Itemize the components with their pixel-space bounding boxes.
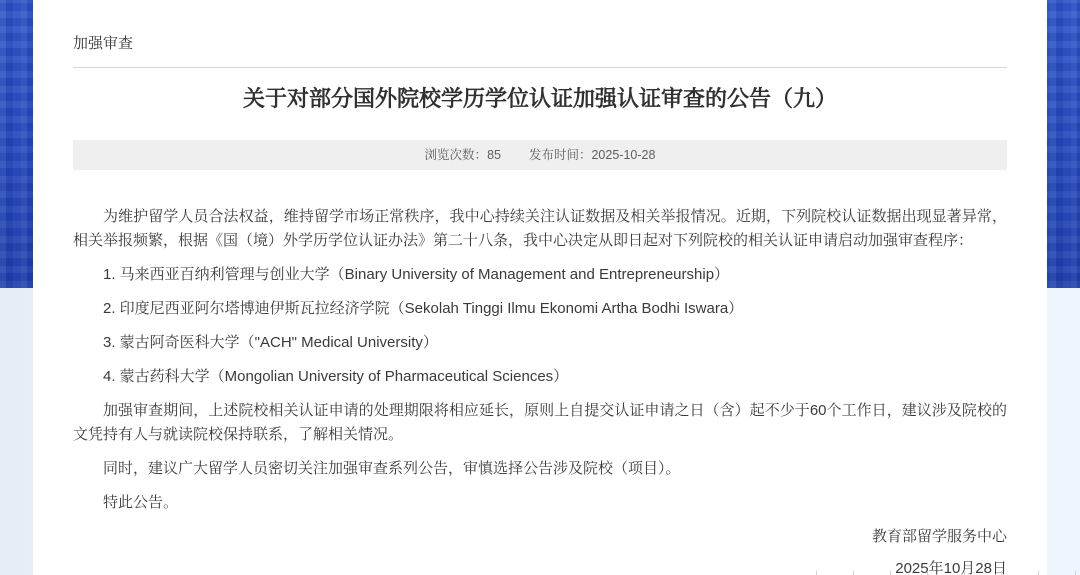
footer-tick-cell bbox=[927, 571, 964, 575]
breadcrumb-divider bbox=[73, 67, 1007, 68]
publish-group bbox=[529, 140, 655, 170]
footer-tick-cell bbox=[964, 571, 1001, 575]
footer-tick-cell bbox=[1038, 571, 1076, 575]
views-group bbox=[425, 140, 501, 170]
paragraph-closing: 特此公告。 bbox=[103, 494, 179, 511]
paragraph-intro: 为维护留学人员合法权益，维持留学市场正常秩序，我中心持续关注认证数据及相关举报情况。近期，下列院校认证数据出现显著异常，相关举报频繁，根据《国（境）外学历学位认证办法》第二十八条，我中心决定从即日起对下列院校的相关认证申请启动加强审查程序： bbox=[73, 208, 1007, 249]
footer-tick-cell bbox=[816, 571, 853, 575]
views-label: 浏览次数： bbox=[424, 148, 488, 162]
publish-date: 2025-10-28 bbox=[591, 148, 656, 162]
university-list-item-2: 2. 印度尼西亚阿尔塔博迪伊斯瓦拉经济学院（Sekolah Tinggi Ilmu Ekonomi Artha Bodhi Iswara） bbox=[103, 300, 744, 317]
signature-date: 2025年10月28日 bbox=[895, 560, 1007, 575]
signature-org: 教育部留学服务中心 bbox=[871, 528, 1007, 545]
footer-tick-cell bbox=[890, 571, 927, 575]
breadcrumb: 加强审查 bbox=[73, 35, 134, 52]
content-card bbox=[33, 0, 1047, 575]
paragraph-advice: 同时，建议广大留学人员密切关注加强审查系列公告，审慎选择公告涉及院校（项目）。 bbox=[103, 460, 681, 477]
footer-ticks bbox=[816, 571, 1076, 575]
footer-tick-cell bbox=[1001, 571, 1038, 575]
views-count: 85 bbox=[487, 148, 501, 162]
meta-bar bbox=[73, 140, 1007, 170]
page-title: 关于对部分国外院校学历学位认证加强认证审查的公告（九） bbox=[242, 86, 837, 111]
publish-label: 发布时间： bbox=[528, 148, 592, 162]
paragraph-extension: 加强审查期间，上述院校相关认证申请的处理期限将相应延长，原则上自提交认证申请之日（含）起不少于60个工作日，建议涉及院校的文凭持有人与就读院校保持联系，了解相关情况。 bbox=[73, 402, 1007, 443]
university-list-item-4: 4. 蒙古药科大学（Mongolian University of Pharmaceutical Sciences） bbox=[103, 368, 569, 385]
university-list-item-1: 1. 马来西亚百纳利管理与创业大学（Binary University of Management and Entrepreneurship） bbox=[103, 266, 730, 283]
footer-tick-cell bbox=[853, 571, 890, 575]
university-list-item-3: 3. 蒙古阿奇医科大学（"ACH" Medical University） bbox=[103, 334, 438, 351]
